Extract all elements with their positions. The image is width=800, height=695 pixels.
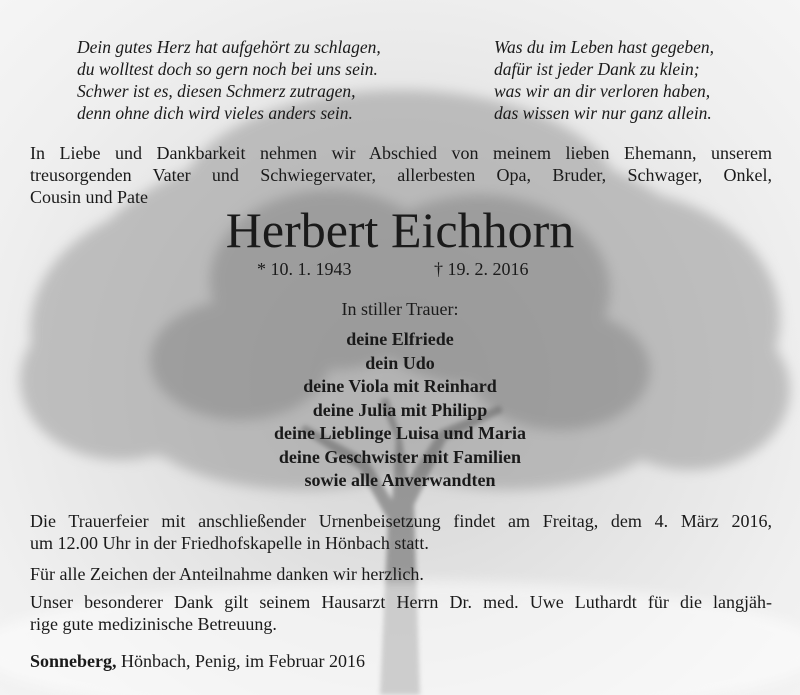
mourner-item: deine Julia mit Philipp — [312, 399, 488, 420]
intro-paragraph — [30, 142, 772, 208]
thanks-line — [30, 563, 772, 585]
mourners-list — [0, 328, 800, 493]
verse-line: denn ohne dich wird vieles anders sein. — [77, 103, 353, 123]
special-thanks — [30, 591, 772, 635]
intro-line: In Liebe und Dankbarkeit nehmen wir Abschied von meinem lieben Ehemann, unserem — [30, 143, 772, 163]
mourner-item: deine Viola mit Reinhard — [303, 376, 497, 396]
birth-date: * 10. 1. 1943 — [257, 259, 352, 279]
special-thanks-line: Unser besonderer Dank gilt seinem Hausarzt Herrn Dr. med. Uwe Luthardt für die langjäh- — [30, 592, 772, 612]
mourner-item: sowie alle Anverwandten — [304, 470, 496, 490]
mourner-item: deine Lieblinge Luisa und Maria — [273, 423, 527, 443]
mourner-item: deine Elfriede — [346, 329, 454, 349]
special-thanks-line: rige gute medizinische Betreuung. — [30, 614, 277, 634]
intro-line: treusorgenden Vater und Schwiegervater, allerbesten Opa, Bruder, Schwager, Onkel, — [30, 165, 772, 185]
intro-line: Cousin und Pate — [30, 187, 149, 207]
mourning-intro: In stiller Trauer: — [341, 299, 459, 319]
place-rest: Hönbach, Penig, im Februar 2016 — [116, 651, 365, 671]
verse-line: Schwer ist es, diesen Schmerz zutragen, — [77, 81, 356, 101]
verse-right — [494, 36, 714, 124]
funeral-line: Die Trauerfeier mit anschließender Urnenbeisetzung findet am Freitag, dem 4. März 2016, — [30, 511, 772, 531]
verse-line: Dein gutes Herz hat aufgehört zu schlagen, — [77, 37, 381, 57]
verse-line: das wissen wir nur ganz allein. — [494, 103, 712, 123]
death-date: † 19. 2. 2016 — [434, 259, 529, 279]
verse-left — [77, 36, 381, 124]
verse-line: dafür ist jeder Dank zu klein; — [494, 59, 700, 79]
deceased-name: Herbert Eichhorn — [225, 202, 575, 258]
funeral-line: um 12.00 Uhr in der Friedhofskapelle in Hönbach statt. — [30, 533, 429, 553]
place-date — [30, 650, 365, 672]
place-main: Sonneberg, — [30, 651, 117, 671]
verse-line: Was du im Leben hast gegeben, — [494, 37, 715, 57]
funeral-info — [30, 510, 772, 554]
mourner-item: deine Geschwister mit Familien — [278, 446, 522, 467]
thanks-text: Für alle Zeichen der Anteilnahme danken wir herzlich. — [30, 564, 424, 584]
mourner-item: dein Udo — [365, 352, 435, 373]
verse-line: was wir an dir verloren haben, — [494, 81, 711, 101]
verse-line: du wolltest doch so gern noch bei uns sein. — [77, 59, 378, 79]
